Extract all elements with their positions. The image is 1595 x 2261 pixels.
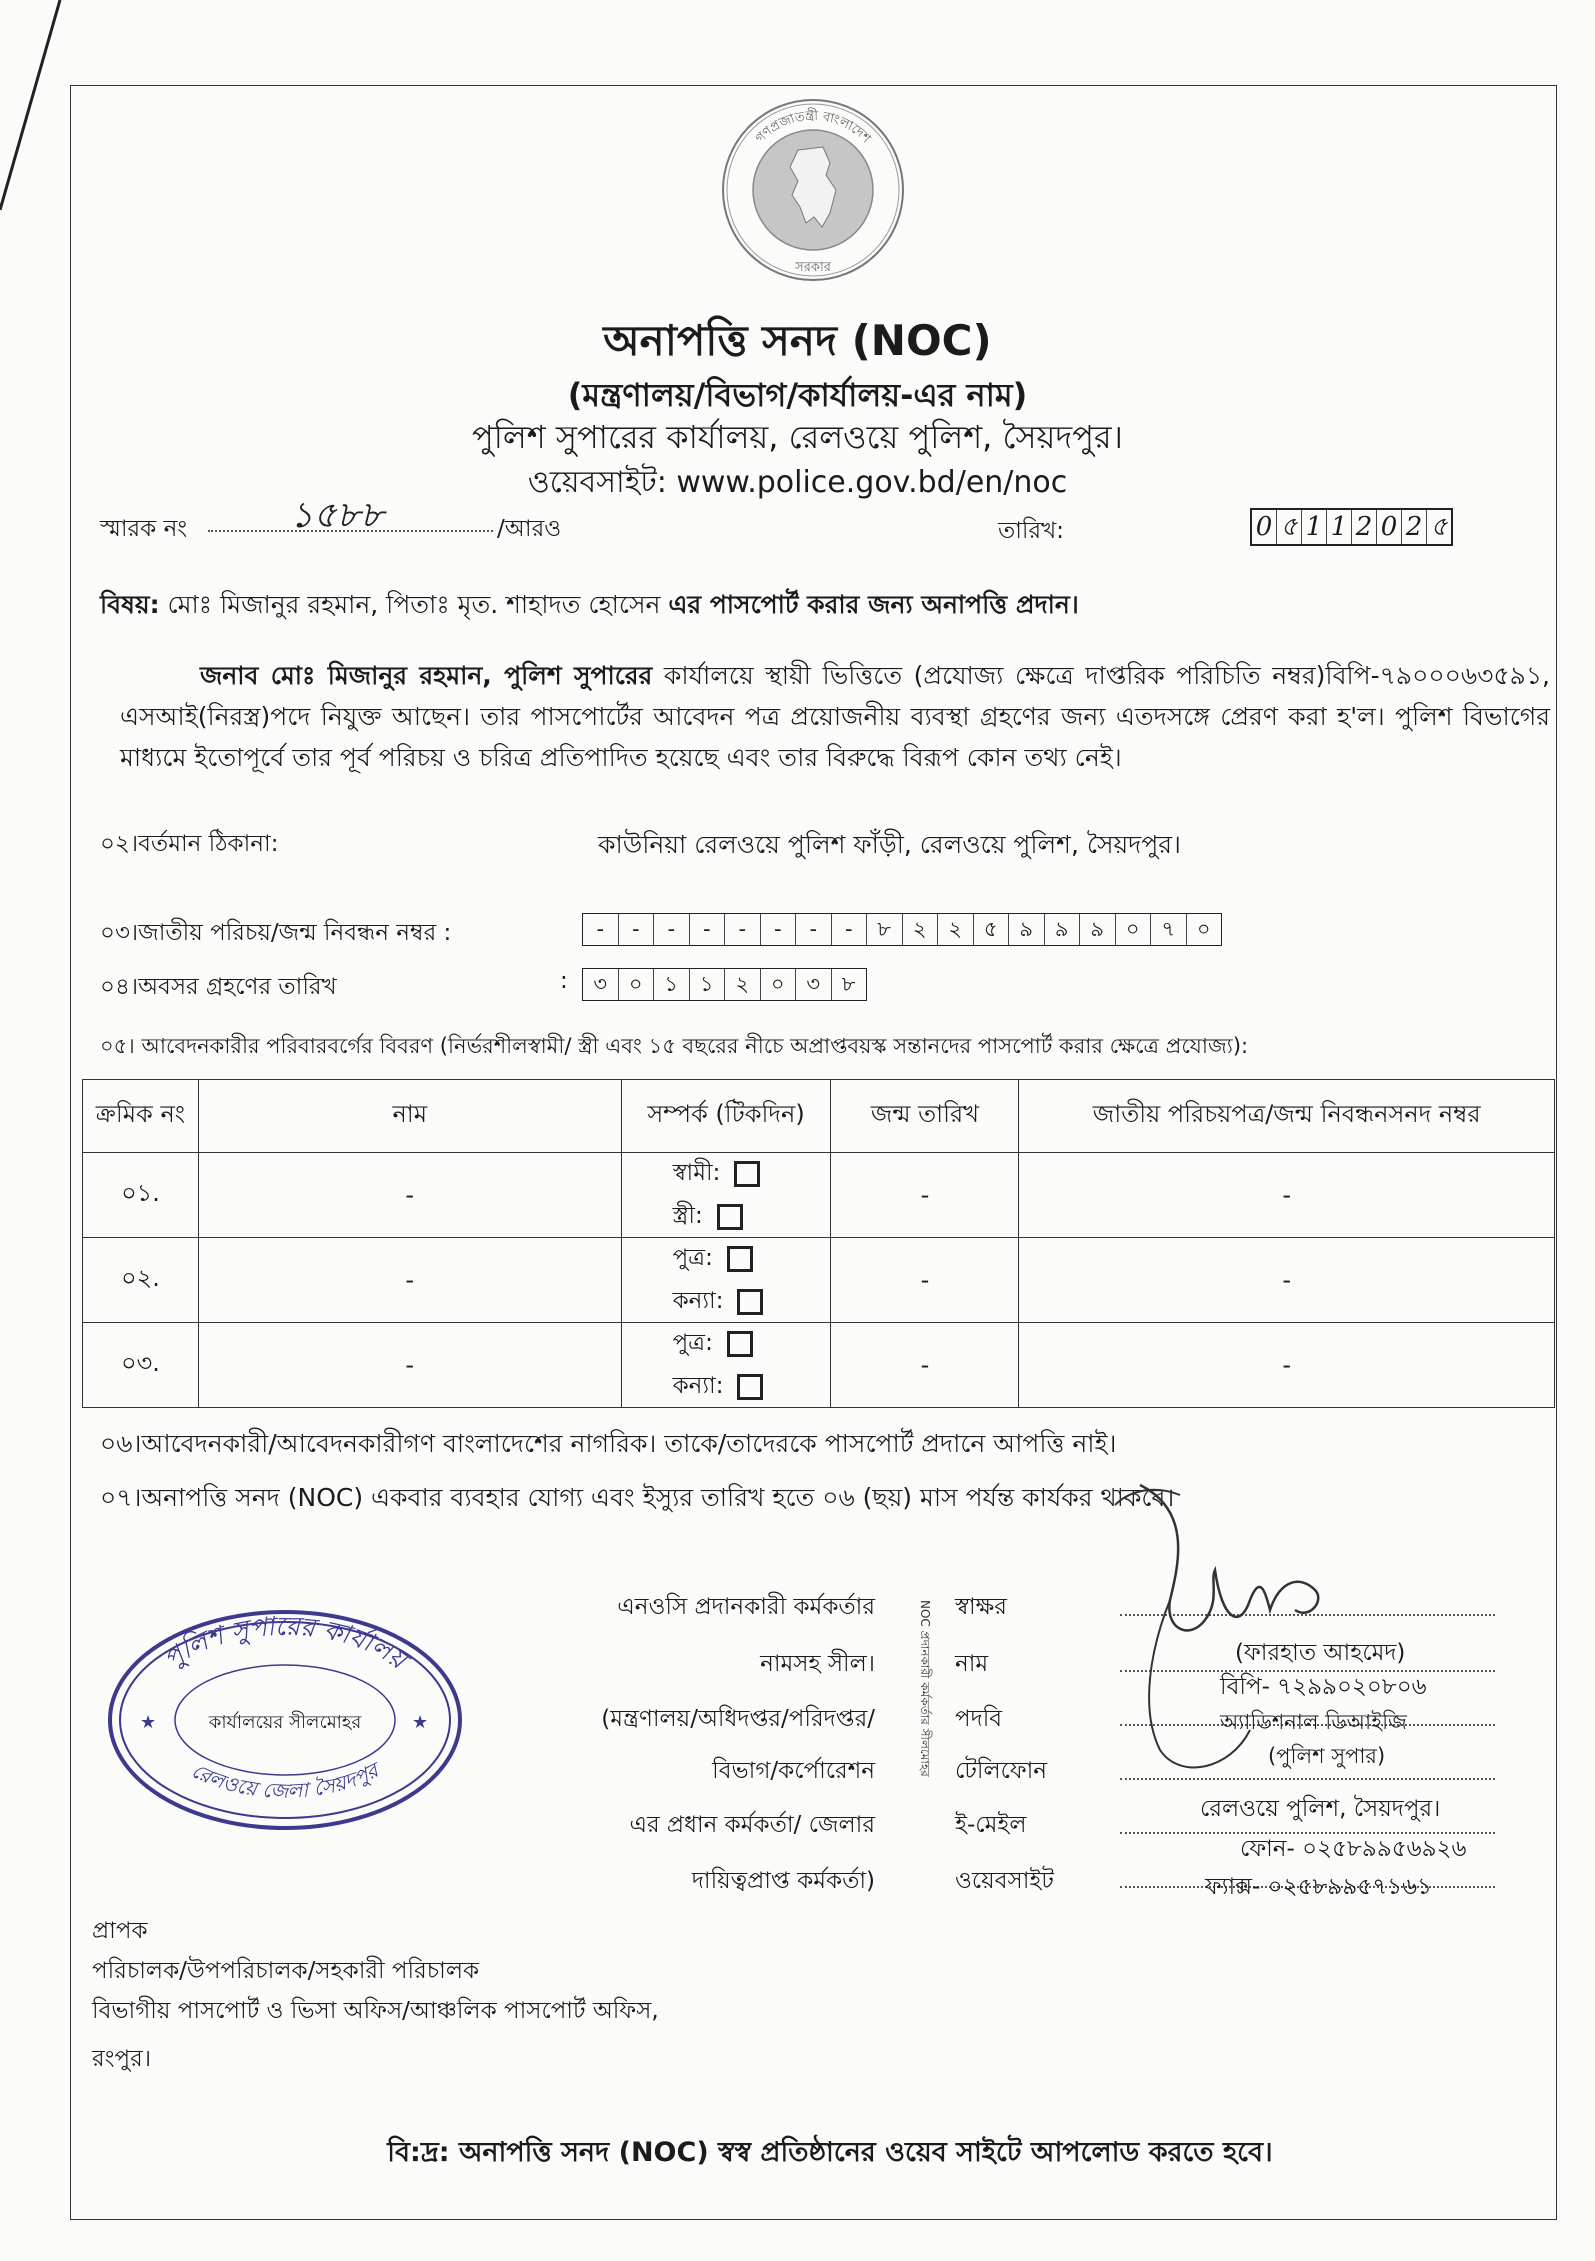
field-label-email: ই-মেইল xyxy=(955,1812,1027,1838)
digit-box: - xyxy=(832,914,868,945)
svg-text:পুলিশ সুপারের কার্যালয় xyxy=(158,1611,415,1678)
memo-number: ১৫৮৮ xyxy=(290,495,384,536)
relation-checkbox[interactable] xyxy=(734,1161,760,1187)
digit-box: 0 xyxy=(1252,510,1277,544)
stamp-text-top: পুলিশ সুপারের কার্যালয় xyxy=(158,1611,412,1676)
government-seal xyxy=(718,95,908,285)
seal-text-bottom: সরকার xyxy=(795,260,831,275)
officer-left-line: নামসহ সীল। xyxy=(760,1651,875,1677)
nid-boxes xyxy=(582,913,1222,946)
row-relation xyxy=(621,1238,831,1323)
digit-box: ০ xyxy=(761,969,797,1000)
office-name: পুলিশ সুপারের কার্যালয়, রেলওয়ে পুলিশ, সৈয়দপুর। xyxy=(472,418,1123,456)
officer-phone: ফোন- ০২৫৮৯৯৫৬৯২৬ xyxy=(1240,1836,1467,1862)
digit-box: - xyxy=(796,914,832,945)
row-serial: ০২. xyxy=(83,1238,199,1323)
officer-left-line: (মন্ত্রণালয়/অধিদপ্তর/পরিদপ্তর/ xyxy=(601,1706,875,1732)
website-line: ওয়েবসাইট: www.police.gov.bd/en/noc xyxy=(527,465,1068,500)
digit-box: ০ xyxy=(1196,917,1211,941)
digit-box: ১ xyxy=(690,969,726,1000)
officer-bp: বিপি- ৭২৯৯০২০৮০৬ xyxy=(1220,1674,1427,1700)
memo-suffix: /আরও xyxy=(497,516,562,542)
office-stamp xyxy=(100,1600,470,1840)
statement-07: ০৭।অনাপত্তি সনদ (NOC) একবার ব্যবহার যোগ্য এবং ইস্যুর তারিখ হতে ০৬ (ছয়) মাস পর্যন্ত কার্যকর থাকবে। xyxy=(100,1483,1175,1512)
retire-colon: : xyxy=(560,968,568,994)
stamp-text-middle: কার্যালয়ের সীলমোহর xyxy=(208,1712,362,1733)
row-serial: ০১. xyxy=(83,1153,199,1238)
table-row xyxy=(83,1238,1555,1323)
seal-text-top: গণপ্রজাতন্ত্রী বাংলাদেশ xyxy=(752,108,874,147)
relation-label: স্বামী: xyxy=(672,1160,721,1186)
digit-box: ৩ xyxy=(796,969,832,1000)
family-table-header xyxy=(83,1080,1555,1153)
digit-box: ০ xyxy=(1116,914,1152,945)
digit-box: 2 xyxy=(1402,510,1427,544)
relation-checkbox[interactable] xyxy=(737,1289,763,1315)
relation-label: স্ত্রী: xyxy=(672,1203,703,1229)
nid-label: ০৩।জাতীয় পরিচয়/জন্ম নিবন্ধন নম্বর : xyxy=(100,920,452,946)
date-boxes xyxy=(1250,508,1453,546)
recipient-line: রংপুর। xyxy=(92,2046,152,2072)
digit-box: ৮ xyxy=(867,914,903,945)
officer-fax: ফ্যাক্স- ০২৫৮৯৯৫৭১৬১ xyxy=(1205,1874,1432,1900)
field-label-signature: স্বাক্ষর xyxy=(955,1594,1007,1620)
row-name: - xyxy=(198,1323,621,1408)
row-nid: - xyxy=(1019,1323,1555,1408)
row-dob: - xyxy=(831,1238,1019,1323)
row-nid: - xyxy=(1019,1238,1555,1323)
header-dob: জন্ম তারিখ xyxy=(831,1080,1019,1153)
digit-box: 2 xyxy=(1352,510,1377,544)
digit-box: - xyxy=(761,914,797,945)
svg-text:★: ★ xyxy=(412,1712,429,1733)
relation-checkbox[interactable] xyxy=(727,1331,753,1357)
document-title: অনাপত্তি সনদ (NOC) xyxy=(603,316,992,365)
digit-box: - xyxy=(690,914,726,945)
relation-checkbox[interactable] xyxy=(727,1246,753,1272)
digit-box: - xyxy=(725,914,761,945)
digit-box: ৮ xyxy=(841,972,856,996)
address-label: ০২।বর্তমান ঠিকানা: xyxy=(100,831,279,857)
digit-box: ২ xyxy=(903,914,939,945)
relation-label: কন্যা: xyxy=(672,1288,724,1314)
retire-boxes xyxy=(582,968,867,1001)
relation-label: পুত্র: xyxy=(672,1330,713,1356)
officer-left-line: এর প্রধান কর্মকর্তা/ জেলার xyxy=(629,1812,875,1838)
digit-box: - xyxy=(583,914,619,945)
row-name: - xyxy=(198,1153,621,1238)
vertical-stamp-text: NOC প্রদানকারী কর্মকর্তার সীলমোহর xyxy=(918,1600,932,1777)
row-dob: - xyxy=(831,1153,1019,1238)
subject-name: মোঃ মিজানুর রহমান, পিতাঃ মৃত. শাহাদত হোসেন xyxy=(167,590,661,619)
table-row xyxy=(83,1323,1555,1408)
row-relation xyxy=(621,1153,831,1238)
handwritten-signature xyxy=(1110,1480,1440,1800)
row-dob: - xyxy=(831,1323,1019,1408)
address-value: কাউনিয়া রেলওয়ে পুলিশ ফাঁড়ী, রেলওয়ে পুলিশ, সৈয়দপুর। xyxy=(598,830,1181,859)
digit-box: - xyxy=(619,914,655,945)
header-serial: ক্রমিক নং xyxy=(83,1080,199,1153)
officer-left-line: এনওসি প্রদানকারী কর্মকর্তার xyxy=(617,1594,875,1620)
field-label-name: নাম xyxy=(955,1651,989,1677)
table-row xyxy=(83,1153,1555,1238)
digit-box: ৩ xyxy=(583,969,619,1000)
officer-left-line: দায়িত্বপ্রাপ্ত কর্মকর্তা) xyxy=(691,1868,875,1894)
row-serial: ০৩. xyxy=(83,1323,199,1408)
relation-label: পুত্র: xyxy=(672,1245,713,1271)
folded-corner xyxy=(0,0,120,210)
body-lead: জনাব মোঃ মিজানুর রহমান, পুলিশ সুপারের xyxy=(200,661,653,690)
footer-note: বি:দ্র: অনাপত্তি সনদ (NOC) স্বস্ব প্রতিষ্ঠানের ওয়েব সাইটে আপলোড করতে হবে। xyxy=(387,2137,1273,2168)
header-relation: সম্পর্ক (টিকদিন) xyxy=(621,1080,831,1153)
retire-label: ০৪।অবসর গ্রহণের তারিখ xyxy=(100,974,337,1000)
digit-box: ৯ xyxy=(1045,914,1081,945)
recipient-line: প্রাপক xyxy=(92,1918,148,1944)
officer-name: (ফারহাত আহমেদ) xyxy=(1235,1640,1406,1666)
statement-06: ০৬।আবেদনকারী/আবেদনকারীগণ বাংলাদেশের নাগরিক। তাকে/তাদেরকে পাসপোর্ট প্রদানে আপত্তি নাই। xyxy=(100,1429,1117,1458)
officer-left-line: বিভাগ/কর্পোরেশন xyxy=(712,1758,875,1784)
date-label: তারিখ: xyxy=(998,518,1065,544)
subject-line xyxy=(100,585,1079,628)
digit-box: ৫ xyxy=(974,914,1010,945)
digit-box: ২ xyxy=(938,914,974,945)
header-nid: জাতীয় পরিচয়পত্র/জন্ম নিবন্ধনসনদ নম্বর xyxy=(1019,1080,1555,1153)
body-text: কার্যালয়ে স্থায়ী ভিত্তিতে (প্রযোজ্য ক্ষেত্রে দাপ্তরিক পরিচিতি নম্বর)বিপি-৭৯০০০৬৩৫৯১, এসআই(নিরস্ত্র)পদে নিযুক্ত আছেন। তার পাসপোর্টের আবেদন পত্র প্রয়োজনীয় ব্যবস্থা গ্রহণের জন্য এতদসঙ্গে প্রেরণ করা হ'ল। পুলিশ বিভাগের মাধ্যমে ইতোপূর্বে তার পূর্ব পরিচয় ও চরিত্র প্রতিপাদিত হয়েছে এবং তার বিরুদ্ধে বিরূপ কোন তথ্য নেই। xyxy=(120,661,1550,772)
officer-rank: অ্যাডিশনাল ডিআইজি xyxy=(1220,1710,1407,1734)
svg-text:★: ★ xyxy=(140,1712,157,1733)
body-paragraph xyxy=(120,655,1550,778)
field-label-telephone: টেলিফোন xyxy=(955,1758,1048,1784)
recipient-line: বিভাগীয় পাসপোর্ট ও ভিসা অফিস/আঞ্চলিক পাসপোর্ট অফিস, xyxy=(92,1998,659,2024)
officer-unit: রেলওয়ে পুলিশ, সৈয়দপুর। xyxy=(1200,1796,1441,1822)
family-table xyxy=(82,1079,1555,1408)
row-nid: - xyxy=(1019,1153,1555,1238)
digit-box: ৭ xyxy=(1151,914,1187,945)
field-label-website: ওয়েবসাইট xyxy=(955,1868,1054,1894)
digit-box: ৫ xyxy=(1277,510,1302,544)
digit-box: 1 xyxy=(1327,510,1352,544)
digit-box: 0 xyxy=(1377,510,1402,544)
digit-box: ২ xyxy=(725,969,761,1000)
digit-box: ৯ xyxy=(1080,914,1116,945)
subject-rest: এর পাসপোর্ট করার জন্য অনাপত্তি প্রদান। xyxy=(668,590,1079,619)
document-subtitle: (মন্ত্রণালয়/বিভাগ/কার্যালয়-এর নাম) xyxy=(567,376,1028,414)
recipient-line: পরিচালক/উপপরিচালক/সহকারী পরিচালক xyxy=(92,1958,480,1984)
stamp-text-bottom: রেলওয়ে জেলা সৈয়দপুর xyxy=(188,1758,383,1803)
digit-box: ১ xyxy=(654,969,690,1000)
header-name: নাম xyxy=(198,1080,621,1153)
digit-box: - xyxy=(654,914,690,945)
relation-checkbox[interactable] xyxy=(717,1204,743,1230)
digit-box: ৯ xyxy=(1009,914,1045,945)
relation-checkbox[interactable] xyxy=(737,1374,763,1400)
family-label: ০৫। আবেদনকারীর পরিবারবর্গের বিবরণ (নির্ভরশীলস্বামী/ স্ত্রী এবং ১৫ বছরের নীচে অপ্রাপ্তবয়স্ক সন্তানদের পাসপোর্ট করার ক্ষেত্রে প্রযোজ্য): xyxy=(100,1034,1249,1058)
row-name: - xyxy=(198,1238,621,1323)
row-relation xyxy=(621,1323,831,1408)
officer-title: (পুলিশ সুপার) xyxy=(1268,1744,1386,1768)
digit-box: ৫ xyxy=(1430,512,1448,542)
digit-box: 1 xyxy=(1302,510,1327,544)
digit-box: ০ xyxy=(619,969,655,1000)
subject-label: বিষয়: xyxy=(100,590,160,619)
relation-label: কন্যা: xyxy=(672,1373,724,1399)
field-label-designation: পদবি xyxy=(955,1706,1003,1732)
memo-label: স্মারক নং xyxy=(100,516,188,542)
